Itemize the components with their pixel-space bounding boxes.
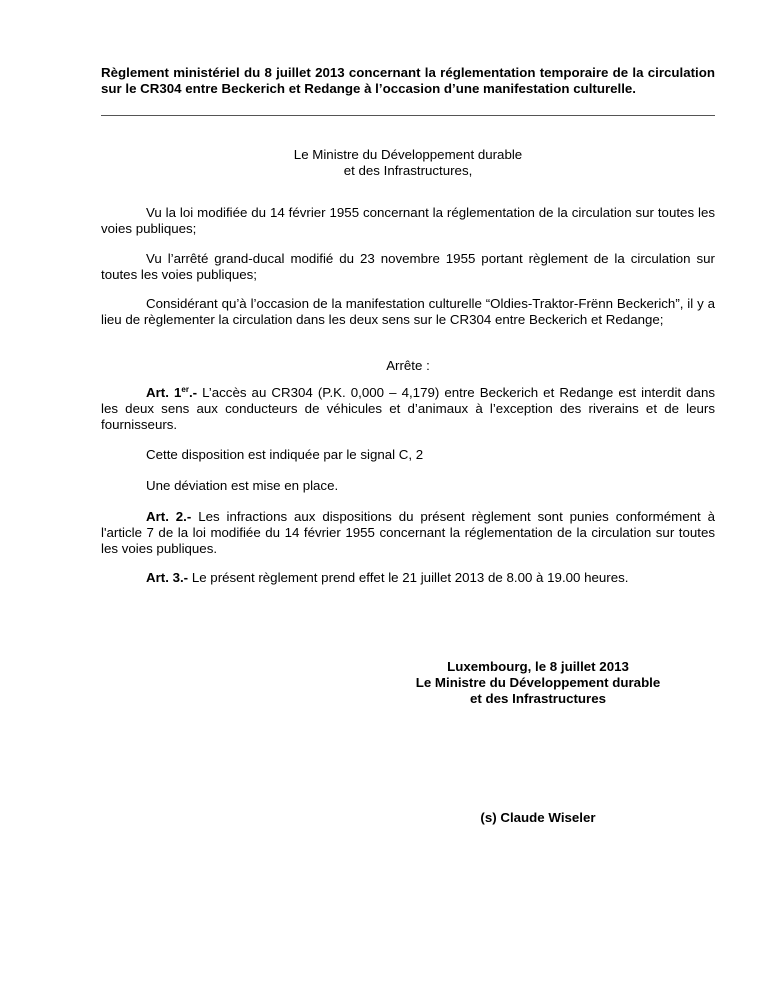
signatory-name: (s) Claude Wiseler [480, 810, 596, 825]
minister-line-2: et des Infrastructures, [343, 163, 473, 178]
article-2-label: Art. 2.- [146, 509, 192, 524]
consideration-2 [101, 251, 715, 283]
article-1 [101, 385, 715, 433]
article-2 [101, 509, 715, 557]
signature-place-date: Luxembourg, le 8 juillet 2013 [447, 659, 629, 674]
consideration-2-text: Vu l’arrêté grand-ducal modifié du 23 novembre 1955 portant règlement de la circulation sur toutes les voies publiques; [101, 251, 715, 282]
article-1-deviation-text: Une déviation est mise en place. [146, 478, 339, 493]
title-underline [101, 115, 715, 116]
consideration-3-text: Considérant qu’à l’occasion de la manifestation culturelle “Oldies-Traktor-Frënn Beckerich”, il y a lieu de règlementer la circulation dans les deux sens sur le CR304 entre Beckerich et Redange; [101, 296, 715, 327]
consideration-3 [101, 296, 715, 328]
signature-title-line-1: Le Ministre du Développement durable [415, 675, 661, 690]
signature-block [380, 659, 696, 707]
article-1-signal [101, 447, 715, 463]
document-title: Règlement ministériel du 8 juillet 2013 concernant la réglementation temporaire de la circulation sur le CR304 entre Beckerich et Redange à l’occasion d’une manifestation culturelle. [101, 65, 715, 96]
signature-title-line-2: et des Infrastructures [470, 691, 606, 706]
decree-heading: Arrête : [386, 358, 430, 373]
article-3-text: Le présent règlement prend effet le 21 juillet 2013 de 8.00 à 19.00 heures. [188, 570, 629, 585]
article-1-label-main: Art. 1 [146, 385, 182, 400]
article-3 [101, 570, 715, 586]
article-1-label-sup: er [181, 385, 189, 394]
minister-line-1: Le Ministre du Développement durable [293, 147, 523, 162]
article-3-label: Art. 3.- [146, 570, 189, 585]
article-1-deviation [101, 478, 715, 494]
article-1-label [146, 385, 197, 400]
article-1-signal-text: Cette disposition est indiquée par le signal C, 2 [146, 447, 424, 462]
article-1-text: L’accès au CR304 (P.K. 0,000 – 4,179) entre Beckerich et Redange est interdit dans les deux sens aux conducteurs de véhicules et d’animaux à l’exception des riverains et de leurs fournisseurs. [101, 385, 715, 432]
consideration-1 [101, 205, 715, 237]
article-2-text: Les infractions aux dispositions du présent règlement sont punies conformément à l'article 7 de la loi modifiée du 14 février 1955 concernant la réglementation de la circulation sur toutes les voies publiques. [101, 509, 715, 556]
consideration-1-text: Vu la loi modifiée du 14 février 1955 concernant la réglementation de la circulation sur toutes les voies publiques; [101, 205, 715, 236]
minister-heading [101, 147, 715, 179]
article-1-label-tail: .- [188, 385, 198, 400]
